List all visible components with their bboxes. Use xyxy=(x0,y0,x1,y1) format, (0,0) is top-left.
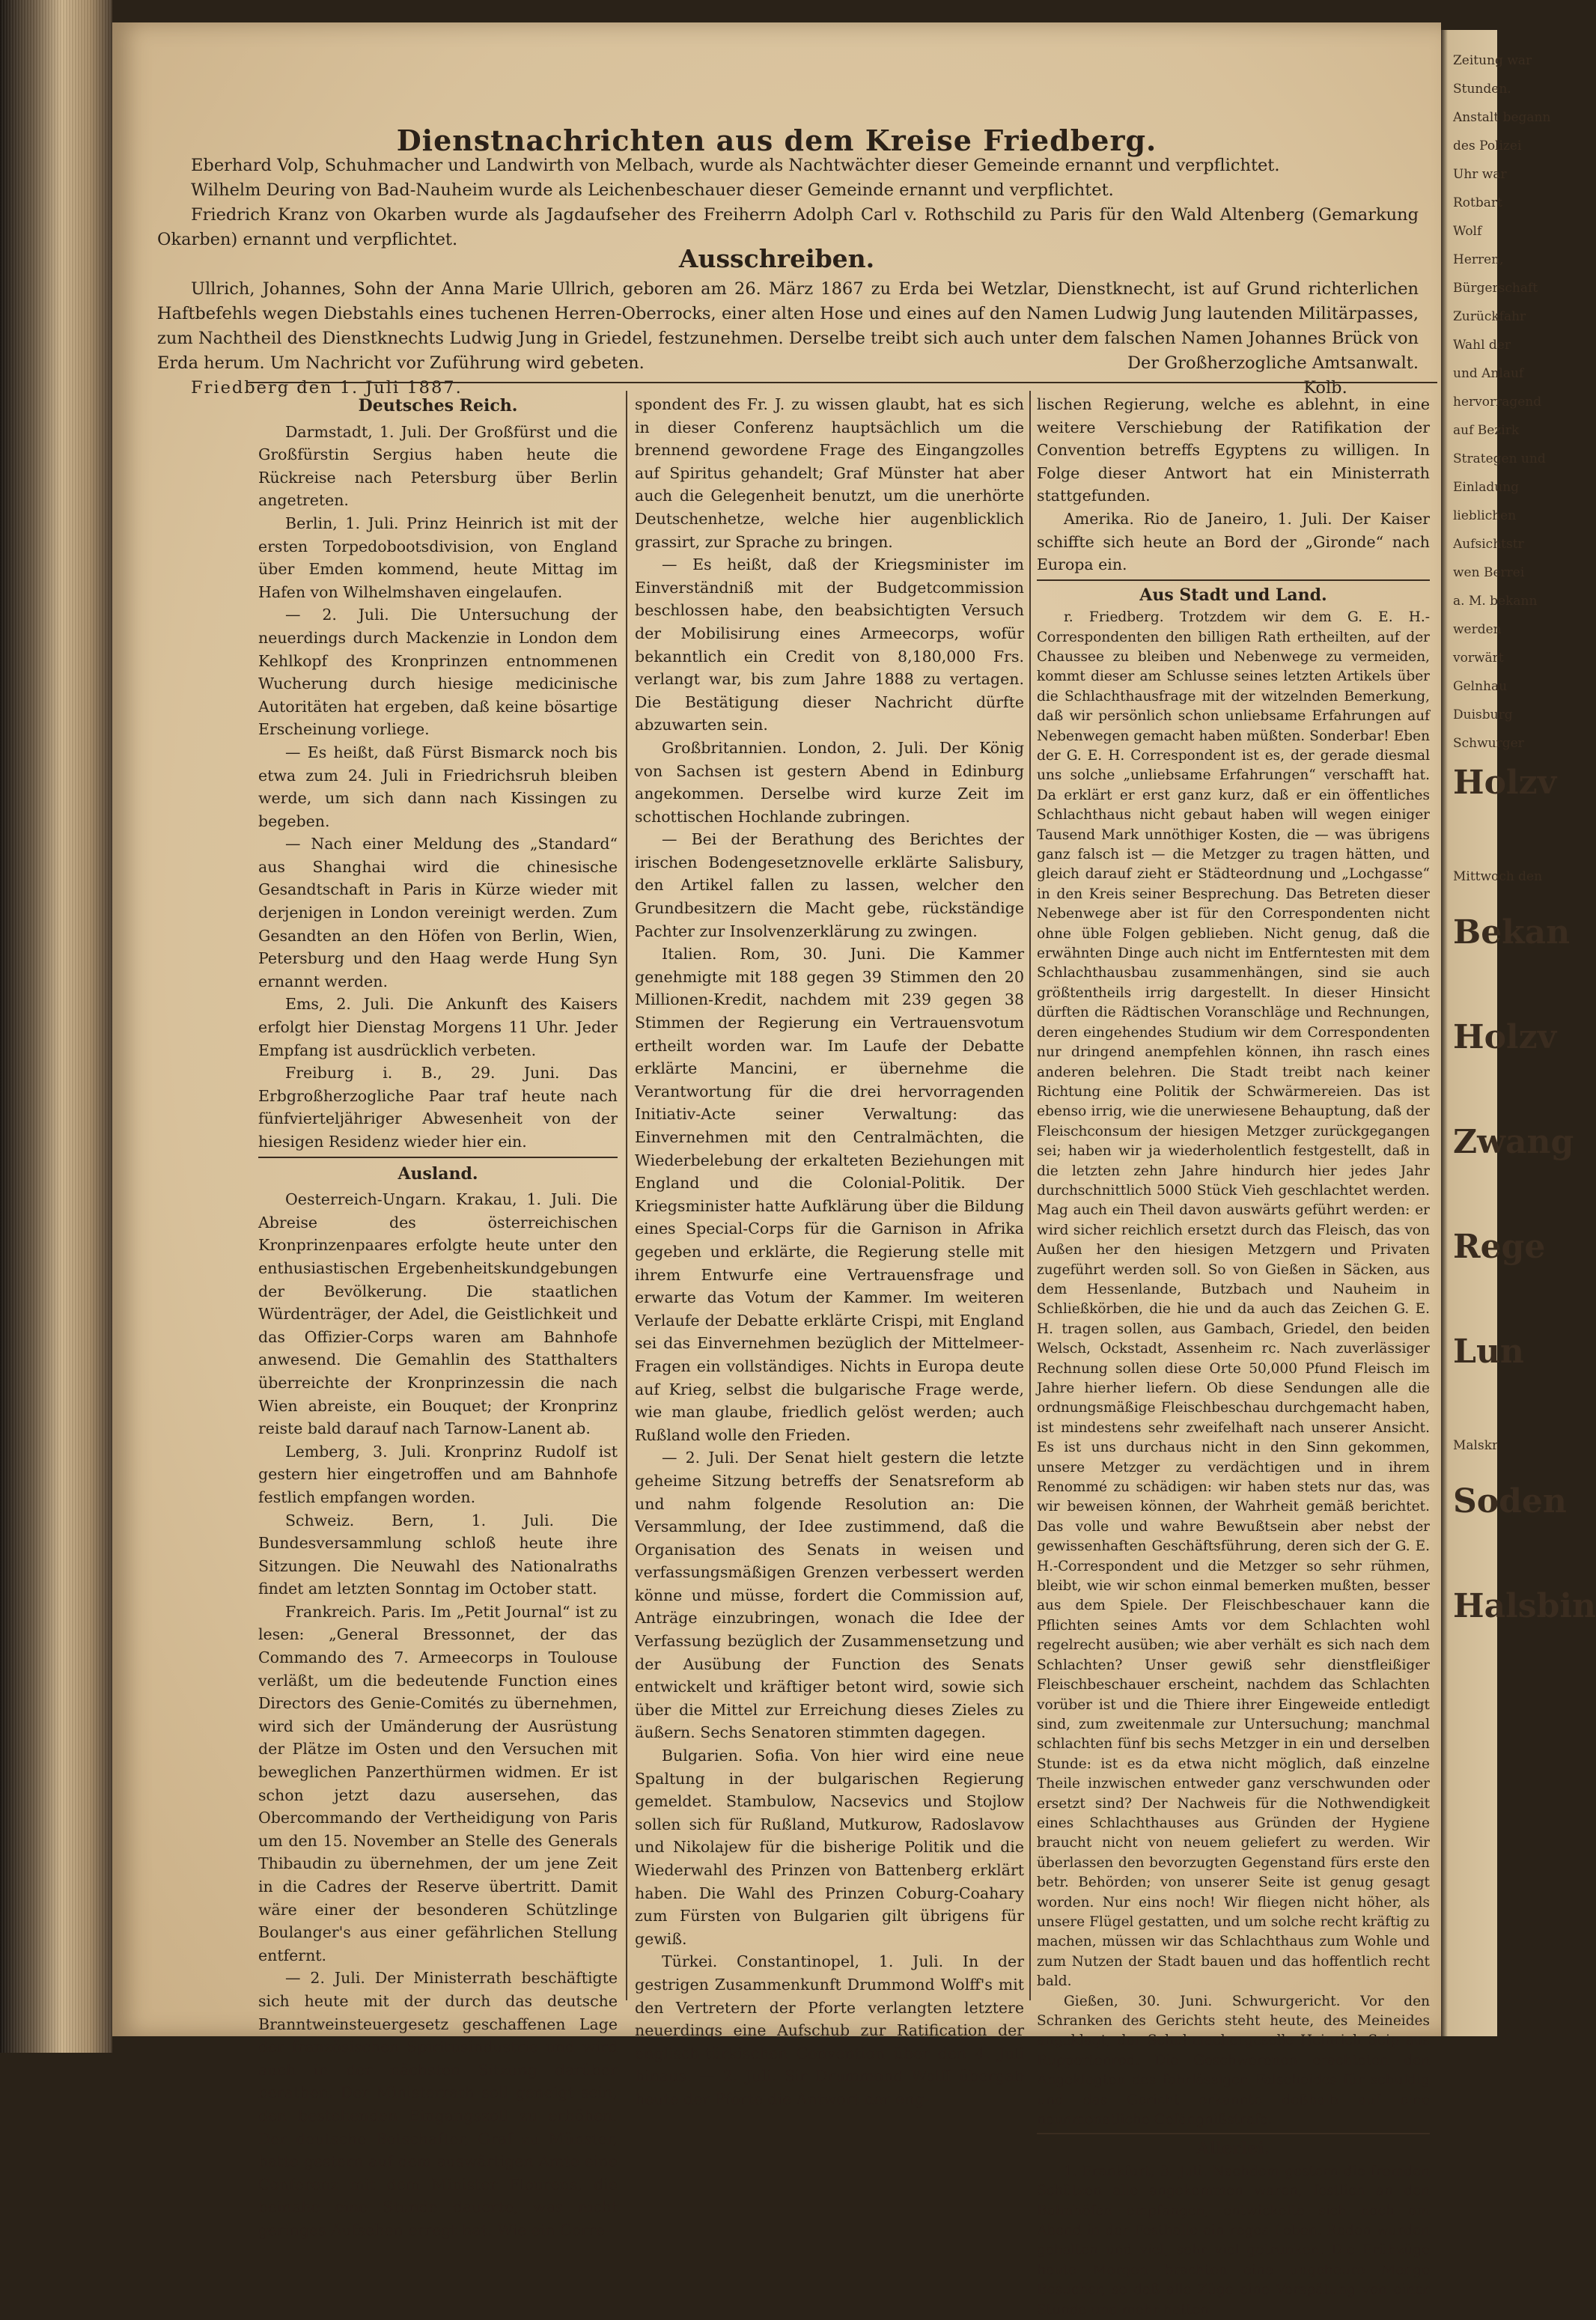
adjacent-page-text: und Anlauf xyxy=(1453,366,1524,381)
article-oesterreich: Oesterreich-Ungarn. Krakau, 1. Juli. Die Abreise des österreichischen Kronprinzenpaares erfolgte heute unter den enthusiastischen Ergebenheitskundgebungen der Bevölkerung. Die staatlichen Würdenträger, der Adel, die Geistlichkeit und das Offizier-Corps waren am Bahnhofe anwesend. Die Gemahlin des Statthalters überreichte der Kronprinzessin die nach Wien abreiste, ein Bouquet; der Kronprinz reiste bald darauf nach Tarnow-Lanent ab. xyxy=(258,1190,618,1438)
adjacent-page-text: Rege xyxy=(1453,1228,1546,1266)
article-bismarck: — Es heißt, daß Fürst Bismarck noch bis etwa zum 24. Juli in Friedrichsruh bleiben werde, um sich dann nach Kissingen zu begeben. xyxy=(258,743,618,830)
article-ems: Ems, 2. Juli. Die Ankunft des Kaisers erfolgt hier Dienstag Morgens 11 Uhr. Jeder Empfang ist ausdrücklich verbeten. xyxy=(258,995,618,1059)
article-salisbury: — Bei der Berathung des Berichtes der irischen Bodengesetznovelle erklärte Salisbury, den Artikel fallen zu lassen, welcher den Grundbesitzern die Macht gebe, rückständige Pachter zur Insolvenzerklärung zu zwingen. xyxy=(635,830,1024,940)
adjacent-page-text: Einladung xyxy=(1453,480,1520,495)
adjacent-page-text: Malskr xyxy=(1453,1438,1499,1453)
column-2 xyxy=(635,393,1024,2108)
heading-allerlei: Allerlei. xyxy=(1196,2139,1270,2159)
adjacent-page-text: Uhr war xyxy=(1453,167,1507,182)
heading-aus-stadt-und-land: Aus Stadt und Land. xyxy=(1139,585,1327,605)
adjacent-page-text: Rotbart xyxy=(1453,195,1502,210)
adjacent-page-text: Zurückfahr xyxy=(1453,309,1526,324)
column-3 xyxy=(1037,393,1430,2318)
official-notices xyxy=(157,153,1419,252)
notice-volp: Eberhard Volp, Schuhmacher und Landwirth von Melbach, wurde als Nachtwächter dieser Gemeinde ernannt und verpflichtet. xyxy=(191,156,1280,175)
article-frankreich-2: — 2. Juli. Der Ministerrath beschäftigte sich heute mit der durch das deutsche Branntweinsteuergesetz geschaffenen Lage der französischen Spiritusindustrie und wird auch in der nächsten Sitzung darüber berathen. Der Ministerrath soll geneigt sein, den bestehenden Eingangszoll zu erhöhen. Der deutsche Botschafter, Graf zu Münster, hatte gestern auf dem auswärtigen Amte eine Conferenz mit dem Minister Flourens, die beinahe eine Stunde dauerte, was nicht geringes Aufsehen erregt hat. Wie ein Corre- xyxy=(258,1969,618,2239)
article-italien: Italien. Rom, 30. Juni. Die Kammer genehmigte mit 188 gegen 39 Stimmen den 20 Millionen-Kredit, nachdem mit 239 gegen 38 Stimmen der Regierung ein Vertrauensvotum ertheilt worden war. Im Laufe der Debatte erklärte Mancini, er übernehme die Verantwortung für die drei hervorragenden Initiativ-Acte seiner Verwaltung: das Einvernehmen mit den Centralmächten, die Wiederbelebung der erkalteten Beziehungen mit England und die Colonial-Politik. Der Kriegsminister hatte Aufklärung über die Bildung eines Special-Corps für die Garnison in Afrika gegeben und erklärte, die Regierung stelle mit ihrem Entwurfe eine Vertrauensfrage und erwarte das Votum der Kammer. Im weiteren Verlaufe der Debatte erklärte Crispi, mit England sei das Einvernehmen bezüglich der Mittelmeer-Fragen ein vollständiges. Nichts in Europa deute auf Krieg, selbst die bulgarische Frage werde, wie man glaube, friedlich gelöst werden; auch Rußland wolle den Frieden. xyxy=(635,945,1024,1444)
adjacent-page-text: Schwurger xyxy=(1453,736,1524,751)
signature-name: Kolb. xyxy=(1303,378,1347,398)
article-lemberg: Lemberg, 3. Juli. Kronprinz Rudolf ist gestern hier eingetroffen und am Bahnhofe festlich empfangen worden. xyxy=(258,1442,618,1506)
adjacent-page-text: Zwang xyxy=(1453,1123,1574,1161)
article-friedberg: r. Friedberg. Trotzdem wir dem G. E. H.-Correspondenten den billigen Rath ertheilten, auf der Chaussee zu bleiben und Nebenwege zu vermeiden, kommt dieser am Schlusse seines letzten Artikels über die Schlachthausfrage mit der witzelnden Bemerkung, daß wir persönlich schon unliebsame Erfahrungen auf Nebenwegen gemacht haben müßten. Sonderbar! Eben der G. E. H. Correspondent ist es, der gerade diesmal uns solche „unliebsame Erfahrungen“ verschafft hat. Da erklärt er erst ganz kurz, daß er ein öffentliches Schlachthaus nicht gebaut haben will wegen einiger Tausend Mark unnöthiger Kosten, die — was übrigens ganz falsch ist — die Metzger zu tragen hätten, und gleich darauf zieht er Städteordnung und „Lochgasse“ in den Kreis seiner Besprechung. Das Betreten dieser Nebenwege aber ist für den Correspondenten nicht ohne üble Folgen geblieben. Nicht genug, daß die erwähnten Dinge auch nicht im Entferntesten mit dem Schlachthausbau zusammenhängen, sind sie auch größtentheils irrig dargestellt. In dieser Hinsicht dürften die Rädtischen Voranschläge und Rechnungen, deren eingehendes Studium wir dem Correspondenten nur dringend anempfehlen können, ihn rasch eines anderen belehren. Die Stadt treibt nach keiner Richtung eine Politik der Schwärmereien. Das ist ebenso irrig, wie die unerwiesene Behauptung, daß der Fleischconsum der hiesigen Metzger zurückgegangen sei; haben wir ja wiederholentlich festgestellt, daß in die letzten zehn Jahre hindurch hier jedes Jahr durchschnittlich 5000 Stück Vieh geschlachtet werden. Mag auch ein Theil davon auswärts geführt werden: er wird sicher reichlich ersetzt durch das Fleisch, das von Außen her den hiesigen Metzgern und Privaten zugeführt werden soll. So von Gießen in Säcken, aus dem Hessenlande, Butzbach und Nauheim in Schließkörben, die hie und da auch das Zeichen G. E. H. tragen sollen, aus Gambach, Griedel, den beiden Welsch, Ockstadt, Assenheim rc. Nach zuverlässiger Rechnung sollen diese Orte 50,000 Pfund Fleisch im Jahre hierher liefern. Ob diese Sendungen alle die ordnungsmäßige Fleischbeschau durchgemacht haben, ist mindestens sehr zweifelhaft nach unserer Ansicht. Es ist uns durchaus nicht in den Sinn gekommen, unsere Metzger zu verdächtigen und in ihrem Renommé zu schädigen: wir haben stets nur das, was wir beweisen können, der Wahrheit gemäß berichtet. Das volle und wahre Bewußtsein aber nebst der gewissenhaften Geschäftsführung, deren sich der G. E. H.-Correspondent und die Metzger so sehr rühmen, bleibt, wie wir schon einmal bemerken mußten, besser aus dem Spiele. Der Fleischbeschauer kann die Pflichten seines Amts vor dem Schlachten wohl regelrecht ausüben; wie aber verhält es sich nach dem Schlachten? Unser gewiß sehr dienstfleißiger Fleischbeschauer erscheint, nachdem das Schlachten vorüber ist und die Thiere ihrer Eingeweide entledigt sind, zum zweitenmale zur Untersuchung; manchmal schlachten fünf bis sechs Metzger in ein und derselben Stunde: ist es da etwa nicht möglich, daß einzelne Theile inzwischen entweder ganz verschwunden oder ersetzt sind? Der Nachweis für die Nothwendigkeit eines Schlachthauses aus Gründen der Hygiene braucht nicht von neuem geliefert zu werden. Wir überlassen den bevorzugten Gegenstand fürs erste den betr. Behörden; von unserer Seite ist genug gesagt worden. Nur eins noch! Wir fliegen nicht höher, als unsere Flügel gestatten, und um solche recht kräftig zu machen, müssen wir das Schlachthaus zum Wohle und zum Nutzen der Stadt bauen und das hoffentlich recht bald. xyxy=(1037,609,1430,1990)
ausschreiben-text: Ullrich, Johannes, Sohn der Anna Marie Ullrich, geboren am 26. März 1867 zu Erda bei Wetzlar, Dienstknecht, ist auf Grund richterlichen Haftbefehls wegen Diebstahls eines tuchenen Herren-Oberrocks, einer alten Hose und eines auf den Namen Ludwig Jung lautenden Militärpasses, zum Nachtheil des Dienstknechts Ludwig Jung in Griedel, festzunehmen. Derselbe treibt sich auch unter dem falschen Namen Johannes Brück von Erda herum. Um Nachricht vor Zuführung wird gebeten. xyxy=(157,279,1419,373)
article-berlin: Berlin, 1. Juli. Prinz Heinrich ist mit der ersten Torpedobootsdivision, von England über Emden kommend, heute Mittag im Hafen von Wilhelmshaven eingelaufen. xyxy=(258,514,618,601)
section-title-ausschreiben: Ausschreiben. xyxy=(678,244,875,273)
heading-ausland: Ausland. xyxy=(398,1163,478,1184)
adjacent-page-text: a. M. bekann xyxy=(1453,594,1538,609)
adjacent-page-text: Bekan xyxy=(1453,913,1571,952)
adjacent-page-text: des Polizei xyxy=(1453,138,1522,153)
article-frankreich-cont: spondent des Fr. J. zu wissen glaubt, hat es sich in dieser Conferenz hauptsächlich um die brennend gewordene Frage des Eingangzolles auf Spiritus gehandelt; Graf Münster hat aber auch die Gelegenheit benutzt, um die unerhörte Deutschenhetze, welche hier augenblicklich grassirt, zur Sprache zu bringen. xyxy=(635,395,1024,551)
section-rule xyxy=(258,1157,618,1158)
adjacent-page-text: Halsbin xyxy=(1453,1587,1596,1625)
adjacent-page-text: Herren, xyxy=(1453,252,1504,267)
adjacent-page-text: Wahl der xyxy=(1453,338,1511,353)
column-divider-1 xyxy=(626,391,627,2000)
adjacent-page-text: lieblichen xyxy=(1453,508,1517,523)
article-senat: — 2. Juli. Der Senat hielt gestern die letzte geheime Sitzung betreffs der Senatsreform ab und nahm folgende Resolution an: Die Versammlung, der Idee zustimmend, daß die Organisation des Senats in weisen und verfassungsmäßigen Grenzen verbessert werden könne und müsse, fordert die Commission auf, Anträge einzubringen, wonach die Idee der Verfassung bezüglich der Zusammensetzung und der Ausübung der Function des Senats entwickelt und kräftiger betont wird, sowie sich über die Mittel zur Erreichung dieses Zieles zu äußern. Sechs Senatoren stimmten dagegen. xyxy=(635,1449,1024,1742)
adjacent-page-text: Aufsichtstr xyxy=(1453,537,1524,552)
article-giessen: Gießen, 30. Juni. Schwurgericht. Vor den Schranken des Gerichts steht heute, des Meineides angeklagt, der Schuhmachergeselle Heinrich Seip aus Ruppertenrod. Die Geschworenen erachteten den Angeklagten des fahrlässigen Falscheides für schuldig und das Gericht erkannte deßhalb auf eine neunmonatliche Gefängnißstrafe. xyxy=(1037,1993,1430,2128)
adjacent-page-text: Holzv xyxy=(1453,1018,1557,1056)
header-divider xyxy=(247,382,1437,383)
article-grossbritannien: Großbritannien. London, 2. Juli. Der König von Sachsen ist gestern Abend in Edinburg angekommen. Derselbe wird kurze Zeit im schottischen Hochlande zubringen. xyxy=(635,738,1024,826)
adjacent-page-text: Zeitung war xyxy=(1453,53,1532,68)
article-darmstadt: Darmstadt, 1. Juli. Der Großfürst und die Großfürstin Sergius haben heute die Rückreise nach Petersburg über Berlin angetreten. xyxy=(258,422,618,510)
column-1 xyxy=(258,393,618,2239)
article-schweiz: Schweiz. Bern, 1. Juli. Die Bundesversammlung schloß heute ihre Sitzungen. Die Neuwahl des Nationalraths findet am letzten Sonntag im October statt. xyxy=(258,1511,618,1598)
adjacent-page-text: Duisburg xyxy=(1453,707,1513,722)
article-tuerkei-cont: lischen Regierung, welche es ablehnt, in eine weitere Verschiebung der Ratifikation der Convention betreffs Egyptens zu willigen. In Folge dieser Antwort hat ein Ministerrath stattgefunden. xyxy=(1037,395,1430,505)
article-freiburg: Freiburg i. B., 29. Juni. Das Erbgroßherzogliche Paar traf heute nach fünfvierteljähriger Abwesenheit von der hiesigen Residenz wieder hier ein. xyxy=(258,1064,618,1151)
adjacent-page-text: auf Bezirk xyxy=(1453,423,1520,438)
adjacent-page-text: Strategen und xyxy=(1453,451,1546,466)
article-tuerkei: Türkei. Constantinopel, 1. Juli. In der gestrigen Zusammenkunft Drummond Wolff's mit den Vertretern der Pforte verlangten letztere neuerdings eine Aufschub zur Ratification der englisch-türkischen Convention über den 4. Juli hinaus. — 2. Juli. Sir Drummond Wolff übergab heute der Pforte die Antwort der eng- xyxy=(635,1952,1024,2108)
adjacent-page-text: Stunden. xyxy=(1453,82,1511,97)
adjacent-page-text: Soden xyxy=(1453,1482,1567,1520)
heading-deutsches-reich: Deutsches Reich. xyxy=(358,396,518,415)
adjacent-page-text: Bürgerschaft xyxy=(1453,281,1538,296)
article-frankfurt: 1. Frankfurt, 3. Juli. Nachdem gestern die fremden Schützen alle angekommen waren, festlich an den Bahnhöfen empfangen, entwickelte sich noch am Abend in der Festhalle ein reges Leben. Reden wurden gehalten und viel, sehr viel getrunken. Die Frühzüge heute Morgen brachten eine ungeheure Menge Besucher, so daß alle Züge eine Verspätung von einer Stunde und mehr hatten. xyxy=(1037,2163,1430,2318)
adjacent-page-text: wen Berrei xyxy=(1453,565,1525,580)
section-rule xyxy=(1037,579,1430,581)
section-rule xyxy=(1037,2133,1430,2134)
article-berlin-2: — 2. Juli. Die Untersuchung der neuerdings durch Mackenzie in London dem Kehlkopf des Kronprinzen entnommenen Wucherung durch hiesige medicinische Autoritäten hat ergeben, daß keine bösartige Erscheinung vorliege. xyxy=(258,606,618,739)
adjacent-page-text: Gelnhau xyxy=(1453,679,1508,694)
notice-deuring: Wilhelm Deuring von Bad-Nauheim wurde als Leichenbeschauer dieser Gemeinde ernannt und verpflichtet. xyxy=(191,180,1114,200)
book-edge-left xyxy=(0,0,112,2053)
adjacent-page-text: Anstalt begann xyxy=(1453,110,1551,125)
adjacent-page-text: werden xyxy=(1453,622,1502,637)
article-bulgarien: Bulgarien. Sofia. Von hier wird eine neue Spaltung in der bulgarischen Regierung gemeldet. Stambulow, Nacsevics und Stojlow sollen sich für Rußland, Mutkurow, Radoslavow und Nikolajew für die bisherige Politik und die Wiederwahl des Prinzen von Battenberg erklärt haben. Die Wahl des Prinzen Coburg-Coahary zum Fürsten von Bulgarien gilt übrigens für gewiß. xyxy=(635,1747,1024,1948)
notice-kranz: Friedrich Kranz von Okarben wurde als Jagdaufseher des Freiherrn Adolph Carl v. Rothschild zu Paris für den Wald Altenberg (Gemarkung Okarben) ernannt und verpflichtet. xyxy=(157,205,1419,249)
adjacent-page-text: Mittwoch den xyxy=(1453,869,1543,884)
adjacent-page-text: Lun xyxy=(1453,1333,1524,1371)
date-line: Friedberg den 1. Juli 1887. xyxy=(191,378,463,398)
page-title: Dienstnachrichten aus dem Kreise Friedberg. xyxy=(396,124,1157,157)
signature-office: Der Großherzogliche Amtsanwalt. xyxy=(1127,353,1419,373)
article-standard: — Nach einer Meldung des „Standard“ aus Shanghai wird die chinesische Gesandtschaft in Paris in Kürze wieder mit derjenigen in London vereinigt werden. Zum Gesandten an den Höfen von Berlin, Wien, Petersburg und den Haag werde Hung Syn ernannt werden. xyxy=(258,835,618,990)
adjacent-page-fragment xyxy=(1441,30,1596,2036)
adjacent-page-text: vorwärt xyxy=(1453,651,1504,666)
column-divider-2 xyxy=(1029,391,1031,2000)
article-amerika: Amerika. Rio de Janeiro, 1. Juli. Der Kaiser schiffte sich heute an Bord der „Gironde“ nach Europa ein. xyxy=(1037,509,1430,574)
adjacent-page-text: hervorragend xyxy=(1453,395,1542,409)
adjacent-page-text: Holzv xyxy=(1453,764,1557,802)
adjacent-page-text: Wolf xyxy=(1453,224,1482,239)
article-frankreich: Frankreich. Paris. Im „Petit Journal“ ist zu lesen: „General Bressonnet, der das Commando des 7. Armeecorps in Toulouse verläßt, um die bedeutende Function eines Directors des Genie-Comités zu übernehmen, wird sich der Umänderung der Ausrüstung der Plätze im Osten und den Versuchen mit beweglichen Panzerthürmen widmen. Er ist schon jetzt dazu ausersehen, das Obercommando der Vertheidigung von Paris um den 15. November an Stelle des Generals Thibaudin zu übernehmen, der um jene Zeit in die Cadres der Reserve übertritt. Damit wäre einer der besonderen Schützlinge Boulanger's aus einer gefährlichen Stellung entfernt. xyxy=(258,1602,618,1964)
article-kriegsminister: — Es heißt, daß der Kriegsminister im Einverständniß mit der Budgetcommission beschlossen habe, den beabsichtigten Versuch der Mobilisirung eines Armeecorps, wofür bekanntlich ein Credit von 8,180,000 Frs. verlangt war, bis zum Jahre 1888 zu vertagen. Die Bestätigung dieser Nachricht dürfte abzuwarten sein. xyxy=(635,555,1024,734)
